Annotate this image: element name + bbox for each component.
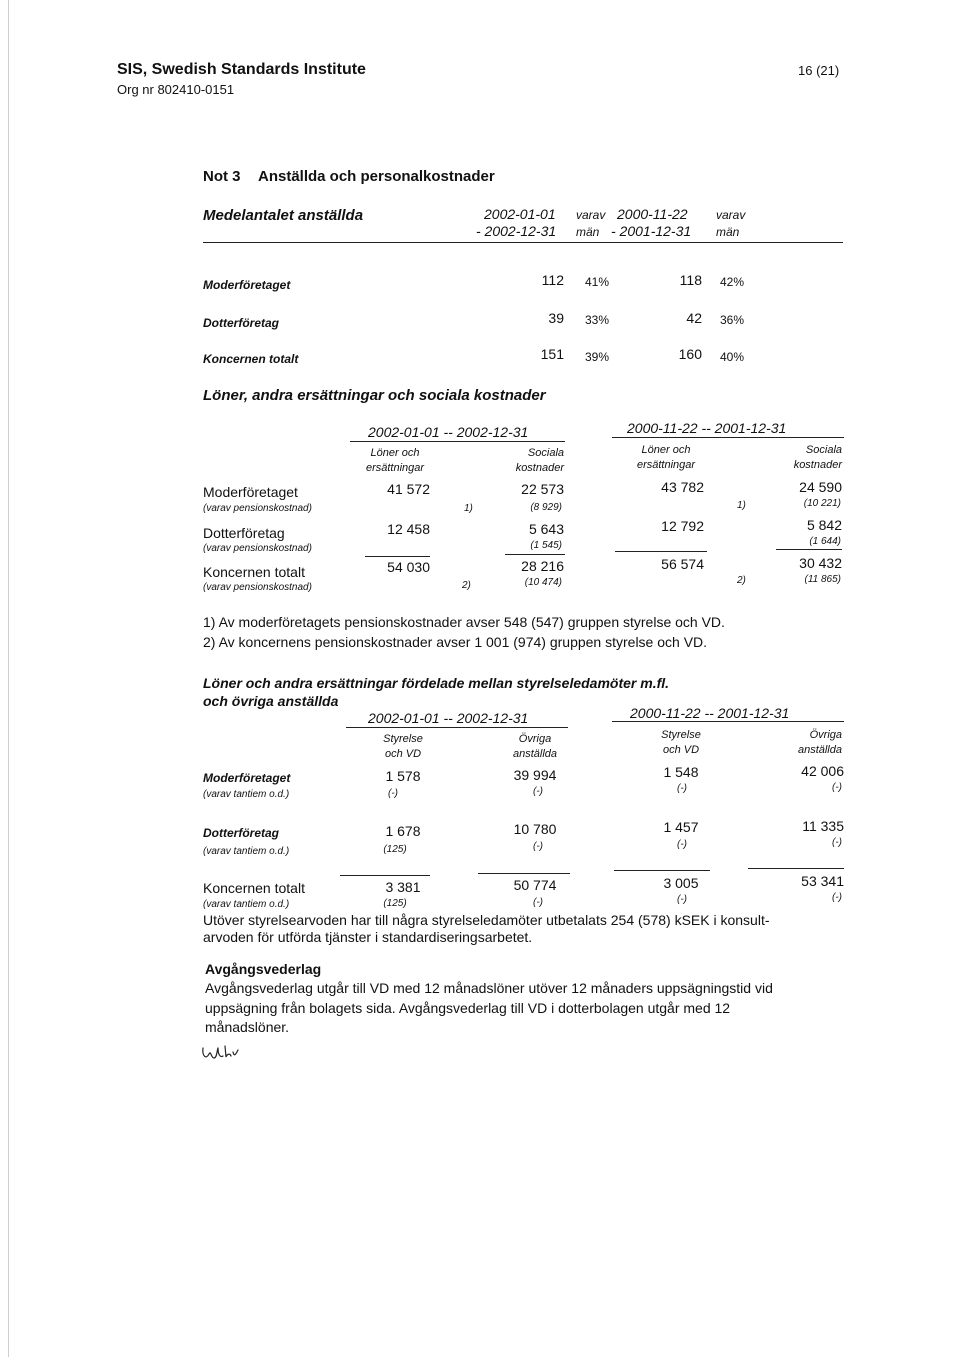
board-row-sub: (varav tantiem o.d.) (203, 789, 290, 800)
note-label: Not 3 (203, 168, 241, 185)
board-row-styr2-sub: (-) (677, 839, 687, 850)
board-row-ovr2: 11 335 (802, 818, 844, 834)
salaries-col-soc-b: kostnader (515, 462, 564, 474)
employees-col-period2: 2000-11-22 (617, 206, 688, 222)
severance-line-3: månadslöner. (205, 1019, 290, 1035)
board-col-styr-a: Styrelse (383, 733, 423, 745)
employees-row-label: Dotterföretag (203, 316, 280, 330)
salaries-row-soc2-sub: (1 644) (809, 536, 841, 547)
org-number: Org nr 802410-0151 (117, 82, 235, 97)
board-note-line-2: arvoden för utförda tjänster i standardiseringsarbetet. (203, 929, 533, 945)
board-row-ovr1-sub: (-) (533, 897, 543, 908)
salaries-row-loner2: 43 782 (661, 479, 704, 495)
employees-col-period2b: - 2001-12-31 (611, 223, 692, 239)
salaries-row-soc1: 22 573 (521, 481, 564, 497)
employees-col-period1: 2002-01-01 (484, 206, 556, 222)
board-title-1: Löner och andra ersättningar fördelade mellan styrelseledamöter m.fl. (203, 675, 670, 691)
employees-row-value2: 118 (679, 272, 702, 288)
board-period2-rule (612, 721, 844, 722)
salaries-col-loner-b2: ersättningar (636, 459, 696, 471)
note-title: Anställda och personalkostnader (258, 168, 495, 185)
board-row-styr2: 3 005 (663, 875, 699, 891)
board-row-styr1-sub: (125) (383, 898, 407, 909)
salaries-row-soc1: 28 216 (521, 558, 564, 574)
salaries-col-soc-a2: Sociala (805, 444, 842, 456)
severance-line-1: Avgångsvederlag utgår till VD med 12 månadslöner utöver 12 månaders uppsägningstid vid (205, 980, 773, 996)
salaries-row-sub: (varav pensionskostnad) (203, 582, 312, 593)
board-row-styr1-sub: (-) (388, 788, 398, 799)
org-name: SIS, Swedish Standards Institute (117, 61, 366, 78)
board-col-ovr-b: anställda (512, 748, 558, 760)
board-row-ovr1: 10 780 (513, 821, 557, 837)
salaries-row-soc1-sub: (8 929) (530, 502, 562, 513)
salaries-period1-rule (350, 441, 565, 442)
salaries-row-soc1-sub: (1 545) (530, 540, 562, 551)
salaries-row-soc2: 30 432 (799, 555, 842, 571)
board-note-line-1: Utöver styrelsearvoden har till några styrelseledamöter utbetalats 254 (578) kSEK i konsult- (203, 912, 770, 928)
board-row-styr2: 1 548 (663, 764, 699, 780)
board-row-ovr1: 39 994 (513, 767, 557, 783)
scan-edge-mark (8, 0, 9, 1357)
salaries-row-soc2: 24 590 (799, 479, 842, 495)
board-total-rule3 (614, 870, 710, 871)
salaries-period2: 2000-11-22 -- 2001-12-31 (627, 420, 787, 436)
employees-col-varav2a: varav (716, 208, 746, 222)
employees-row-value2: 160 (678, 346, 702, 362)
employees-col-varav2b: män (716, 225, 740, 239)
salaries-title: Löner, andra ersättningar och sociala kostnader (203, 387, 546, 404)
salaries-footnote-2: 2) Av koncernens pensionskostnader avser 1 001 (974) gruppen styrelse och VD. (203, 634, 708, 650)
board-row-sub: (varav tantiem o.d.) (203, 846, 290, 857)
board-row-styr1-sub: (125) (383, 844, 407, 855)
salaries-row-note1: 1) (464, 503, 473, 514)
salaries-row-soc2-sub: (11 865) (804, 574, 841, 585)
board-period1: 2002-01-01 -- 2002-12-31 (368, 710, 529, 726)
board-col-styr-b2: och VD (662, 744, 700, 756)
salaries-row-soc1-sub: (10 474) (524, 577, 562, 588)
employees-row-pct1: 41% (585, 275, 610, 289)
board-total-rule1 (340, 875, 430, 876)
board-row-ovr2-sub: (-) (832, 782, 842, 793)
board-period1-rule (346, 727, 568, 728)
salaries-row-loner1: 54 030 (387, 559, 430, 575)
board-row-ovr2-sub: (-) (832, 837, 842, 848)
board-row-styr2-sub: (-) (677, 894, 687, 905)
board-title-2: och övriga anställda (203, 693, 339, 709)
salaries-footnote-1: 1) Av moderföretagets pensionskostnader avser 548 (547) gruppen styrelse och VD. (203, 614, 725, 630)
board-row-label: Dotterföretag (203, 826, 280, 840)
salaries-row-note1: 2) (462, 580, 471, 591)
employees-row-pct1: 33% (585, 313, 610, 327)
employees-row-pct2: 36% (720, 313, 745, 327)
salaries-row-soc2: 5 842 (806, 517, 842, 533)
salaries-row-label: Dotterföretag (203, 525, 285, 541)
salaries-row-loner2: 56 574 (661, 556, 704, 572)
employees-row-value1: 151 (540, 346, 564, 362)
employees-row-pct2: 40% (720, 350, 745, 364)
board-row-ovr2-sub: (-) (832, 892, 842, 903)
salaries-col-loner-b: ersättningar (365, 462, 425, 474)
salaries-row-loner1: 41 572 (387, 481, 430, 497)
severance-title: Avgångsvederlag (205, 961, 322, 977)
board-total-rule4 (748, 868, 844, 869)
employees-col-varav1a: varav (576, 208, 606, 222)
salaries-period1: 2002-01-01 -- 2002-12-31 (368, 424, 529, 440)
board-row-ovr1-sub: (-) (533, 841, 543, 852)
board-period2: 2000-11-22 -- 2001-12-31 (630, 705, 790, 721)
salaries-row-soc2-sub: (10 221) (803, 498, 841, 509)
board-row-ovr1-sub: (-) (533, 786, 543, 797)
salaries-row-loner2: 12 792 (661, 518, 704, 534)
salaries-col-soc-b2: kostnader (793, 459, 842, 471)
salaries-col-loner-a2: Löner och (641, 444, 691, 456)
board-row-styr1: 1 578 (385, 768, 421, 784)
page-number: 16 (21) (798, 63, 840, 78)
board-col-ovr-a2: Övriga (809, 729, 842, 741)
board-row-ovr1: 50 774 (513, 877, 557, 893)
salaries-total-rule2 (505, 554, 565, 555)
salaries-col-soc-a: Sociala (527, 447, 564, 459)
salaries-col-loner-a: Löner och (370, 447, 420, 459)
salaries-row-sub: (varav pensionskostnad) (203, 503, 312, 514)
salaries-row-sub: (varav pensionskostnad) (203, 543, 312, 554)
employees-col-period1b: - 2002-12-31 (476, 223, 557, 239)
board-total-rule2 (478, 873, 570, 874)
board-row-sub: (varav tantiem o.d.) (203, 899, 290, 910)
salaries-row-note2: 1) (737, 500, 746, 511)
employees-header-rule (203, 242, 843, 243)
salaries-row-soc1: 5 643 (528, 521, 564, 537)
board-col-ovr-a: Övriga (518, 733, 552, 745)
salaries-total-rule4 (776, 549, 842, 550)
board-row-label: Koncernen totalt (203, 880, 305, 896)
salaries-row-label: Koncernen totalt (203, 564, 305, 580)
initials-signature-icon (200, 1042, 242, 1064)
salaries-row-loner1: 12 458 (387, 521, 430, 537)
employees-col-varav1b: män (576, 225, 600, 239)
board-col-ovr-b2: anställda (797, 744, 842, 756)
board-col-styr-a2: Styrelse (661, 729, 701, 741)
employees-title: Medelantalet anställda (203, 207, 364, 224)
board-col-styr-b: och VD (384, 748, 422, 760)
board-row-styr1: 1 678 (385, 823, 421, 839)
board-row-styr2-sub: (-) (677, 783, 687, 794)
salaries-row-label: Moderföretaget (203, 484, 298, 500)
severance-line-2: uppsägning från bolagets sida. Avgångsvederlag till VD i dotterbolagen utgår med 12 (205, 1000, 731, 1016)
handwritten-initials (200, 1042, 242, 1069)
employees-row-value2: 42 (686, 310, 702, 326)
employees-row-pct2: 42% (720, 275, 745, 289)
employees-row-label: Moderföretaget (203, 278, 291, 292)
board-row-label: Moderföretaget (203, 771, 291, 785)
board-row-styr1: 3 381 (385, 879, 421, 895)
employees-row-value1: 112 (541, 272, 564, 288)
salaries-total-rule3 (615, 551, 707, 552)
board-row-styr2: 1 457 (663, 819, 699, 835)
board-row-ovr2: 53 341 (801, 873, 844, 889)
employees-row-label: Koncernen totalt (203, 352, 299, 366)
employees-row-pct1: 39% (585, 350, 610, 364)
salaries-total-rule1 (365, 556, 430, 557)
salaries-row-note2: 2) (737, 575, 746, 586)
salaries-period2-rule (612, 437, 844, 438)
employees-row-value1: 39 (548, 310, 564, 326)
board-row-ovr2: 42 006 (801, 763, 844, 779)
